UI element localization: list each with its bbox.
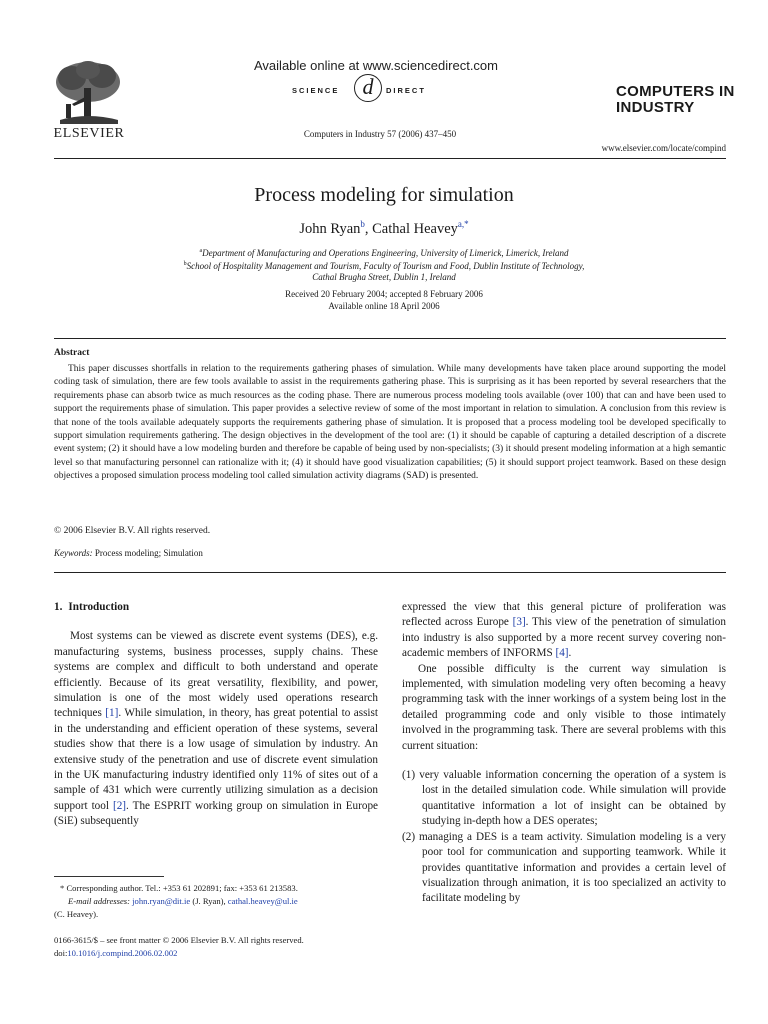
article-title: Process modeling for simulation xyxy=(254,184,514,206)
affiliation-b-marker: b xyxy=(183,261,187,267)
sciencedirect-logo xyxy=(292,74,442,106)
elsevier-tree-logo-icon xyxy=(52,60,124,126)
section-title: Introduction xyxy=(68,601,130,613)
citation-2[interactable]: [2] xyxy=(112,799,127,812)
citation-1[interactable]: [1] xyxy=(105,707,119,720)
affiliation-b-line2: Cathal Brugha Street, Dublin 1, Ireland xyxy=(312,272,456,282)
author-1: John Ryan xyxy=(299,220,361,237)
journal-name-line1: COMPUTERS IN xyxy=(616,83,735,100)
intro-paragraph-2: One possible difficulty is the current way simulation is implemented, with simulation modeling very often becoming a heavy programming task with the inner workings of a system being lost in the detailed programming code and only visible to those intimately involved in the programming task. There are several problems with this current situation: xyxy=(402,662,726,752)
available-date: Available online 18 April 2006 xyxy=(328,301,440,311)
affiliation-a-text: Department of Manufacturing and Operations Engineering, University of Limerick, Limerick, Ireland xyxy=(202,248,569,258)
author-1-affiliation[interactable]: b xyxy=(360,219,365,229)
sd-left-text: SCIENCE xyxy=(292,86,340,95)
author-2: Cathal Heavey xyxy=(372,220,458,237)
intro-paragraph-1-cont xyxy=(402,600,726,662)
email-label: E-mail addresses: xyxy=(68,896,130,906)
email-name-ryan: (J. Ryan), xyxy=(190,896,228,906)
publisher-name: ELSEVIER xyxy=(53,126,125,141)
keywords-label: Keywords: xyxy=(54,548,93,558)
abstract-heading: Abstract xyxy=(54,348,90,358)
journal-url[interactable]: www.elsevier.com/locate/compind xyxy=(601,143,726,153)
journal-name-line2: INDUSTRY xyxy=(616,99,695,116)
corresponding-author-note: * Corresponding author. Tel.: +353 61 202891; fax: +353 61 213583. xyxy=(60,883,298,893)
intro-text-2c: . xyxy=(568,647,572,660)
section-heading xyxy=(54,600,378,615)
author-list: John Ryan$^b$, Cathal Heavey$^{a,*}$ xyxy=(299,219,469,237)
abstract-copyright: © 2006 Elsevier B.V. All rights reserved. xyxy=(54,526,211,536)
citation-3[interactable]: [3] xyxy=(512,616,526,629)
intro-text-1a: Most systems can be viewed as discrete event systems (DES), e.g. manufacturing systems, business processes, supply chains. These systems are complex and difficult to both understand and operate efficiently. Because of its great versatility, flexibility, and power, simulation is one of the most widely used operations research techniques xyxy=(54,630,378,720)
keywords-list: Process modeling; Simulation xyxy=(94,548,203,558)
doi-label: doi: xyxy=(54,948,68,958)
sd-at-icon: d xyxy=(354,74,382,102)
journal-name xyxy=(616,84,735,116)
journal-reference: Computers in Industry 57 (2006) 437–450 xyxy=(303,129,457,139)
intro-paragraph-1 xyxy=(54,629,378,829)
received-dates: Received 20 February 2004; accepted 8 February 2006 xyxy=(285,289,483,299)
list-gap xyxy=(402,754,726,768)
email-link-heavey[interactable]: cathal.heavey@ul.ie xyxy=(227,896,298,906)
abstract-body: This paper discusses shortfalls in relation to the requirements gathering phases of simulation. While many developments have taken place around supporting the model coding task of simulation, there are few tools available to assist in the requirements gathering phase. This is surprising as it has been reported by several researchers that the requirements phase can absorb twice as much resources as the coding phase. There are numerous process modeling tools available (over 100) that can and have been used to support the requirements phase of simulation. This paper provides a selective review of some of the most important in relation to simulation. A conclusion from this review is that none of the tools available adequately supports the requirements gathering phase of simulation. It is proposed that a process modeling tool be developed specifically to support simulation requirements gathering. The design objectives in the development of the tool are: (1) it should be capable of capturing a detailed description of a discrete event system; (2) it should have a low modeling burden and therefore be capable of being used by non-specialists; (3) it should present modeling information at a high semantic level so that manufacturing personnel can rationalize with it; (4) it should have good visualization capabilities; (5) it should support project teamwork. Based on these design objectives a proposed simulation process modeling tool called simulation activity diagrams (SAD) is presented. xyxy=(54,364,726,482)
intro-text-2a: expressed the view that this general picture of proliferation was reflected across Europe xyxy=(402,601,726,629)
intro-text-2b: . This view of the penetration of simulation into industry is also supported by a more recent survey covering non-academic members of INFORMS xyxy=(402,616,726,660)
left-column xyxy=(54,600,378,830)
email-link-ryan[interactable]: john.ryan@dit.ie xyxy=(132,896,191,906)
footnote-rule xyxy=(54,876,164,877)
intro-text-1b: . While simulation, in theory, has great potential to assist in the understanding and efficient operation of these systems, several studies show that there is a low usage of simulation by industry. An extensive study of the penetration and use of discrete event simulation in the UK manufacturing industry identified only 11% of sites out of a sample of 431 which were currently utilizing simulation as a decision support tool xyxy=(54,707,378,812)
affiliation-a-marker: a xyxy=(199,248,203,254)
list-item: (1) very valuable information concerning the operation of a system is lost in the detailed simulation code. While simulation will provide quantitative information a lot of insight can be obtained by studying in-depth how a DES operates; xyxy=(402,769,726,828)
list-item: (2) managing a DES is a team activity. Simulation modeling is a very poor tool for communication and supporting teamwork. While it provides quantitative information and provides a certain level of visualization through animation, it is too specialized an activity to facilitate modeling by xyxy=(402,830,726,905)
abstract-bottom-rule xyxy=(54,572,726,573)
email-note-cont: (C. Heavey). xyxy=(54,909,99,919)
issn-line: 0166-3615/$ – see front matter © 2006 Elsevier B.V. All rights reserved. xyxy=(54,935,304,945)
intro-text-1c: . The ESPRIT working group on simulation in Europe (SiE) subsequently xyxy=(54,799,378,828)
citation-4[interactable]: [4] xyxy=(555,647,569,660)
doi-link[interactable]: 10.1016/j.compind.2006.02.002 xyxy=(67,948,178,958)
header-rule xyxy=(54,158,726,159)
right-column xyxy=(402,600,726,907)
section-number: 1. xyxy=(54,601,63,613)
available-online-text: Available online at www.sciencedirect.com xyxy=(254,58,498,73)
keywords xyxy=(54,548,203,558)
doi-line xyxy=(54,947,378,960)
affiliation-b-text: School of Hospitality Management and Tourism, Faculty of Tourism and Food, Dublin Institute of Technology, xyxy=(186,261,585,271)
abstract-top-rule xyxy=(54,338,726,339)
sd-right-text: DIRECT xyxy=(386,86,426,95)
author-2-affiliation[interactable]: a,* xyxy=(457,219,469,229)
email-note xyxy=(54,895,392,908)
